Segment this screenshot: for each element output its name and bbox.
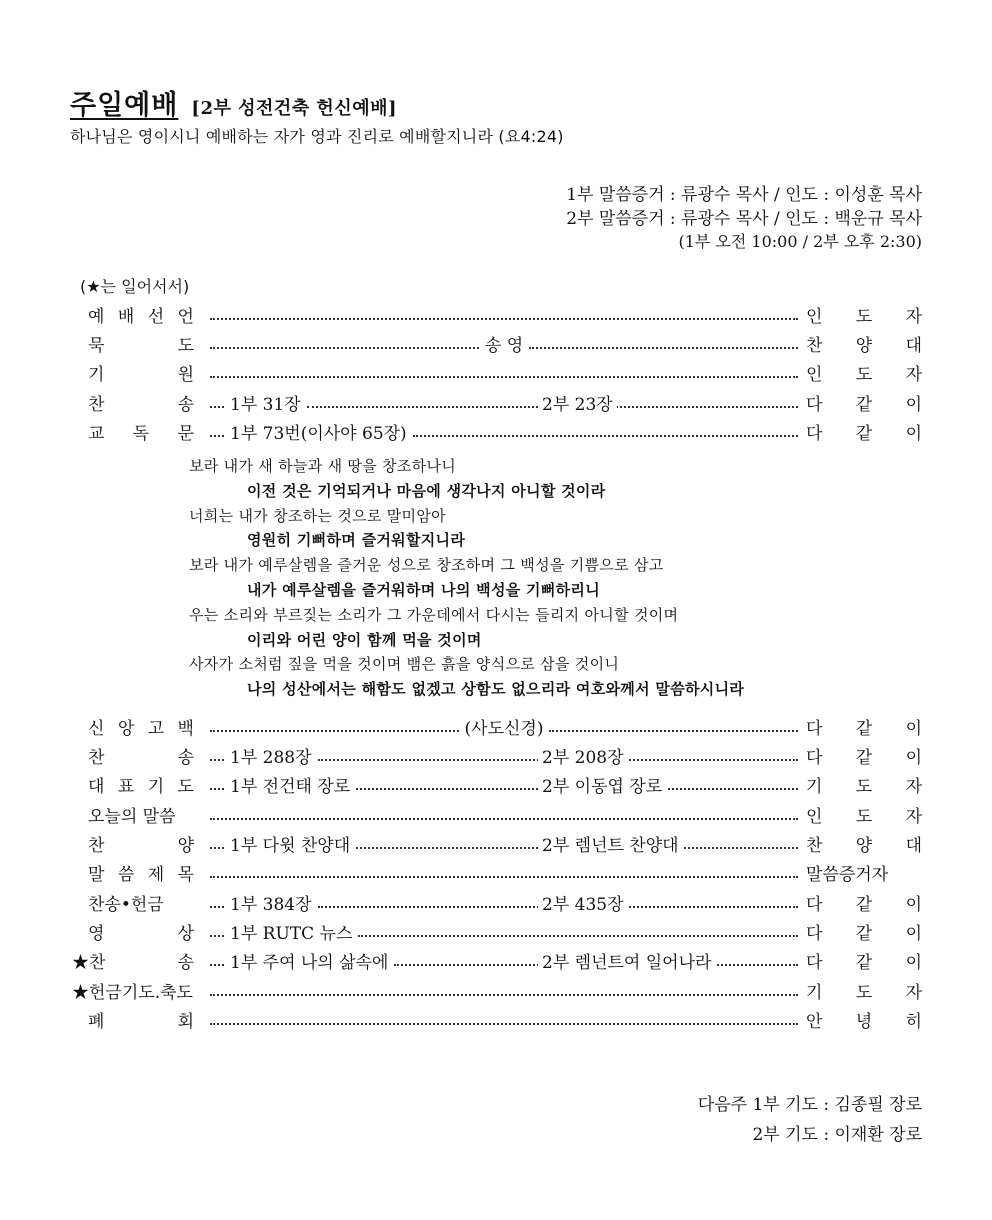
order-leader xyxy=(804,948,922,973)
order-leader-char: 양 xyxy=(855,835,873,856)
order-leader-char: 같 xyxy=(855,718,873,739)
order-label-char: 고 xyxy=(147,718,165,739)
order-leader xyxy=(804,331,922,356)
dot-leader xyxy=(210,376,798,378)
order-label-char: 찬 xyxy=(88,747,105,768)
order-leader-char: 기 xyxy=(806,776,823,797)
order-leader-char: 도 xyxy=(855,364,873,385)
order-detail-2: 2부 이동엽 장로 xyxy=(538,772,666,797)
order-detail-1: 1부 다윗 찬양대 xyxy=(230,835,351,856)
order-label-char: 찬 xyxy=(88,394,105,415)
order-detail-1: 1부 73번(이사야 65장) xyxy=(230,423,407,444)
order-label-char: 도 xyxy=(177,776,194,797)
order-label-char: 영 xyxy=(88,923,105,944)
order-label xyxy=(72,360,204,385)
order-leader-char: 이 xyxy=(905,894,922,915)
order-leader-char: 같 xyxy=(855,747,873,768)
order-leader-char: 다 xyxy=(806,718,823,739)
order-label-char: 문 xyxy=(177,423,194,444)
order-leader-char: 녕 xyxy=(855,1011,873,1032)
sermon-info-1: 1부 말씀증거 : 류광수 목사 / 인도 : 이성훈 목사 xyxy=(566,185,922,205)
order-leader-char: 다 xyxy=(806,423,823,444)
dot-leader xyxy=(210,906,224,908)
order-leader xyxy=(804,390,922,415)
order-detail: (사도신경) xyxy=(464,718,544,739)
order-label-char: 찬송•헌금 xyxy=(88,894,164,915)
page-title: 주일예배 xyxy=(70,90,179,121)
reading-leader-line: 우는 소리와 부르짖는 소리가 그 가운데에서 다시는 들리지 아니할 것이며 xyxy=(189,605,679,624)
order-leader xyxy=(804,860,922,885)
standing-note: (★는 일어서서) xyxy=(80,277,190,296)
order-leader-char: 자 xyxy=(905,982,922,1003)
reading-leader-line: 보라 내가 새 하늘과 새 땅을 창조하나니 xyxy=(189,457,457,475)
next-week-prayer-2: 2부 기도 : 이재환 장로 xyxy=(752,1125,922,1145)
dot-leader xyxy=(210,435,224,437)
order-leader-char: 인 xyxy=(806,806,823,827)
order-leader-char: 대 xyxy=(905,335,922,356)
dot-leader xyxy=(358,935,798,937)
order-label-char: 예 xyxy=(88,306,105,327)
dot-leader xyxy=(413,435,798,437)
order-leader-char: 다 xyxy=(806,747,823,768)
dot-leader xyxy=(210,994,798,996)
dot-leader xyxy=(210,847,224,849)
order-label-char: 앙 xyxy=(117,718,135,739)
order-leader-char: 다 xyxy=(806,923,823,944)
order-detail-1: 1부 31장 xyxy=(230,394,301,415)
dot-leader xyxy=(210,818,798,820)
order-label-char: 송 xyxy=(177,747,194,768)
order-label-char: 대 xyxy=(88,776,105,797)
order-row xyxy=(72,331,922,355)
order-leader xyxy=(804,302,922,327)
order-label-char: 언 xyxy=(177,306,194,327)
order-label xyxy=(72,890,204,915)
order-row xyxy=(72,390,922,414)
dot-leader xyxy=(210,318,798,320)
order-leader-char: 같 xyxy=(855,894,873,915)
order-label-char: 말 xyxy=(88,864,105,885)
order-label-char: 송 xyxy=(177,952,194,973)
order-row xyxy=(72,919,922,943)
order-leader-char: 도 xyxy=(855,306,873,327)
order-label-char: 기 xyxy=(147,776,165,797)
order-detail-1: 1부 RUTC 뉴스 xyxy=(230,923,353,944)
order-leader xyxy=(804,772,922,797)
reading-response-line: 나의 성산에서는 해함도 없겠고 상함도 없으리라 여호와께서 말씀하시니라 xyxy=(247,680,745,699)
dot-leader xyxy=(210,964,224,966)
verse-line: 하나님은 영이시니 예배하는 자가 영과 진리로 예배할지니라 (요4:24) xyxy=(70,127,564,146)
order-leader xyxy=(804,919,922,944)
order-leader-char: 다 xyxy=(806,894,823,915)
order-row xyxy=(72,978,922,1002)
next-week-prayer-1: 다음주 1부 기도 : 김종필 장로 xyxy=(697,1095,922,1115)
order-leader-char: 도 xyxy=(855,806,873,827)
order-detail-2: 2부 435장 xyxy=(538,890,628,915)
order-leader-char: 양 xyxy=(855,335,873,356)
order-label-char: 제 xyxy=(147,864,165,885)
dot-leader xyxy=(210,730,459,732)
order-row xyxy=(72,772,922,796)
order-detail-1: 1부 288장 xyxy=(230,747,312,768)
order-detail-2: 2부 208장 xyxy=(538,743,628,768)
dot-leader xyxy=(529,347,798,349)
page-subtitle: [2부 성전건축 헌신예배] xyxy=(191,98,398,119)
reading-leader-line: 너희는 내가 창조하는 것으로 말미암아 xyxy=(189,506,446,525)
order-label xyxy=(72,802,204,827)
reading-response-line: 영원히 기뻐하며 즐거워할지니라 xyxy=(247,531,466,550)
order-leader-char: 이 xyxy=(905,718,923,739)
order-label xyxy=(72,390,204,415)
order-leader-char: 같 xyxy=(855,423,873,444)
order-label-char: 씀 xyxy=(117,864,135,885)
order-leader-char: 도 xyxy=(855,776,873,797)
order-label-char: 교 xyxy=(88,423,105,444)
dot-leader xyxy=(210,935,224,937)
order-row xyxy=(72,302,922,326)
order-row xyxy=(72,890,922,914)
order-row xyxy=(72,714,922,738)
order-leader-char: 말씀증거자 xyxy=(806,864,889,885)
order-label-char: 표 xyxy=(117,776,135,797)
order-leader-char: 자 xyxy=(905,776,922,797)
order-row xyxy=(72,948,922,972)
order-leader-char: 다 xyxy=(806,394,823,415)
dot-leader xyxy=(210,347,479,349)
order-label xyxy=(72,948,204,973)
service-times: (1부 오전 10:00 / 2부 오후 2:30) xyxy=(678,232,922,251)
order-leader-char: 이 xyxy=(905,423,922,444)
dot-leader xyxy=(210,788,224,790)
order-leader-char: 자 xyxy=(905,306,922,327)
order-leader xyxy=(804,1007,922,1032)
order-label-char: 폐 xyxy=(88,1011,105,1032)
order-label xyxy=(72,743,204,768)
order-leader-char: 대 xyxy=(905,835,922,856)
dot-leader xyxy=(210,876,798,878)
order-leader-char: 인 xyxy=(806,364,823,385)
order-label-char: 송 xyxy=(177,394,194,415)
order-leader-char: 안 xyxy=(806,1011,823,1032)
order-leader-char: 히 xyxy=(905,1011,922,1032)
order-leader-char: 이 xyxy=(905,923,922,944)
reading-response-line: 이리와 어린 양이 함께 먹을 것이며 xyxy=(247,630,482,649)
order-label-char: 신 xyxy=(88,718,105,739)
order-leader xyxy=(804,890,922,915)
order-leader-char: 기 xyxy=(806,982,823,1003)
order-detail: 송 영 xyxy=(484,335,524,356)
order-label xyxy=(72,831,204,856)
order-label-char: 선 xyxy=(147,306,165,327)
order-leader-char: 같 xyxy=(855,394,873,415)
order-row xyxy=(72,831,922,855)
order-detail-2: 2부 렘넌트여 일어나라 xyxy=(538,948,715,973)
order-leader xyxy=(804,743,922,768)
order-detail-2: 2부 렘넌트 찬양대 xyxy=(538,831,683,856)
order-leader xyxy=(804,714,922,739)
order-label-char: 목 xyxy=(177,864,194,885)
order-leader xyxy=(804,802,922,827)
order-label xyxy=(72,860,204,885)
reading-response-line: 이전 것은 기억되거나 마음에 생각나지 아니할 것이라 xyxy=(247,481,606,500)
order-label xyxy=(72,714,204,739)
reading-leader-line: 보라 내가 예루살렘을 즐거운 성으로 창조하며 그 백성을 기쁨으로 삼고 xyxy=(189,556,664,575)
order-label-char: 원 xyxy=(177,364,194,385)
order-leader-char: 인 xyxy=(806,306,823,327)
order-leader-char: 자 xyxy=(905,806,922,827)
order-label-char: 백 xyxy=(177,718,194,739)
order-row xyxy=(72,860,922,884)
order-leader-char: 이 xyxy=(905,747,922,768)
order-label-char: 묵 xyxy=(88,335,105,356)
order-detail-2: 2부 23장 xyxy=(538,390,617,415)
order-leader-char: 자 xyxy=(905,364,922,385)
dot-leader xyxy=(210,1023,798,1025)
order-leader-char: 이 xyxy=(905,952,922,973)
order-label-char: ★찬 xyxy=(72,952,106,973)
order-leader-char: 다 xyxy=(806,952,823,973)
reading-response-line: 내가 예루살렘을 즐거워하며 나의 백성을 기뻐하리니 xyxy=(247,581,600,599)
dot-leader xyxy=(210,759,224,761)
dot-leader xyxy=(210,406,224,408)
order-label xyxy=(72,978,204,1003)
order-label xyxy=(72,331,204,356)
order-leader xyxy=(804,419,922,444)
order-leader xyxy=(804,978,922,1003)
sermon-info-2: 2부 말씀증거 : 류광수 목사 / 인도 : 백운규 목사 xyxy=(566,209,922,229)
order-label-char: 도 xyxy=(177,335,194,356)
order-leader-char: 찬 xyxy=(806,335,823,356)
order-label-char: 배 xyxy=(117,306,135,327)
order-leader-char: 찬 xyxy=(806,835,823,856)
order-row xyxy=(72,1007,922,1031)
reading-leader-line: 사자가 소처럼 짚을 먹을 것이며 뱀은 흙을 양식으로 삼을 것이니 xyxy=(189,655,620,674)
order-detail-1: 1부 주여 나의 삶속에 xyxy=(230,952,389,973)
order-leader xyxy=(804,360,922,385)
order-label-char: 오늘의 말씀 xyxy=(88,806,176,827)
order-label-char: 양 xyxy=(177,835,194,856)
order-label xyxy=(72,919,204,944)
order-detail-1: 1부 전건태 장로 xyxy=(230,776,351,797)
order-row xyxy=(72,360,922,384)
order-label xyxy=(72,772,204,797)
order-row xyxy=(72,419,922,443)
order-leader-char: 이 xyxy=(905,394,922,415)
order-label-char: 기 xyxy=(88,364,105,385)
order-row xyxy=(72,743,922,767)
title-row xyxy=(70,83,397,122)
order-label-char: 상 xyxy=(177,923,194,944)
order-label-char: 독 xyxy=(132,423,150,444)
order-label xyxy=(72,1007,204,1032)
order-label xyxy=(72,302,204,327)
order-leader-char: 같 xyxy=(855,952,873,973)
dot-leader xyxy=(549,730,798,732)
order-label-char: ★헌금기도.축도 xyxy=(72,982,193,1003)
order-leader xyxy=(804,831,922,856)
order-row xyxy=(72,802,922,826)
order-label-char: 찬 xyxy=(88,835,105,856)
order-label-char: 회 xyxy=(177,1011,194,1032)
order-leader-char: 같 xyxy=(855,923,873,944)
order-leader-char: 도 xyxy=(855,982,873,1003)
order-label xyxy=(72,419,204,444)
order-detail-1: 1부 384장 xyxy=(230,894,312,915)
